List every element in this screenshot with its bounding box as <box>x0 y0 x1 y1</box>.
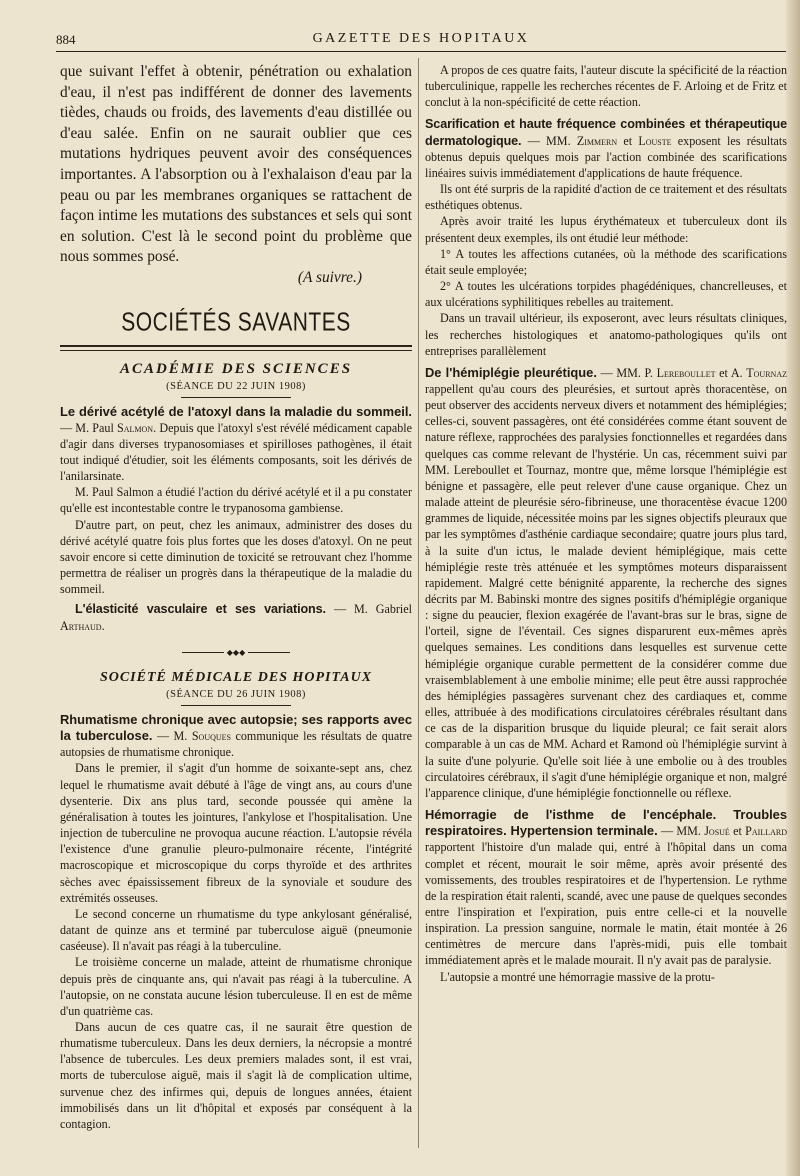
rhum-p4: Dans aucun de ces quatre cas, il ne saurait être question de rhumatisme tuberculeux. Dans les deux derniers, la nécropsie a montré l'absence de tubercules. Les deux premiers malades sont, il est vrai, morts de tuberculose aiguë, mais il s'agit là de complication ultime, survenue chez des infirmes qui, depuis de longues années, étaient immobilisés dans un lit d'hôpital et exposés par conséquent à la contagion. <box>60 1019 412 1131</box>
scar-author-prefix: — MM. <box>527 133 571 148</box>
hemo-p2: L'autopsie a montré une hémorragie massive de la protu- <box>440 969 715 984</box>
elasticite-author-prefix: — M. Gabriel <box>333 602 412 617</box>
scar-p6: Dans un travail ultérieur, ils exposeront, avec leurs résultats cliniques, les recherches histologiques et anatomo-pathologiques qu'ils ont entreprises parallèlement <box>425 311 787 358</box>
scar-author-join: et <box>617 133 639 148</box>
atoxyl-p2: M. Paul Salmon a étudié l'action du dérivé acétylé et il a pu constater qu'elle est incontestable contre le trypanosoma gambiense. <box>60 485 412 516</box>
atoxyl-author: Salmon <box>117 420 154 435</box>
header-rule <box>56 51 786 52</box>
atoxyl-title: Le dérivé acétylé de l'atoxyl dans la maladie du sommeil. <box>60 403 412 419</box>
continued-article-text: que suivant l'effet à obtenir, pénétration ou exhalation d'eau, il n'est pas indifférent de donner des lavements tièdes, chauds ou froids, des lavements d'eau distillée ou d'eau salée. Enfin on ne saurait oublier que ces mutations hydriques peuvent avoir des conséquences importantes. A l'absorption ou à l'exhalaison d'eau par la peau ou par les membranes organiques se rattachent de façon intime les mutations des substances et sels qui sont en solution. C'est là le second point du problème que nous sommes posé. <box>60 63 412 266</box>
rhum-conclusion: A propos de ces quatre faits, l'auteur discute la spécificité de la réaction tuberculinique, rappelle les recherches récentes de F. Arloing et de Fritz et conclut à la non-spécificité de cette réaction. <box>425 63 787 110</box>
academie-seance: (SÉANCE DU 22 JUIN 1908) <box>166 380 306 392</box>
scar-p5: 2° A toutes les ulcérations torpides phagédéniques, chancrelleuses, et aux ulcérations syphilitiques rebelles au traitement. <box>425 279 787 310</box>
section-ornament <box>60 648 412 658</box>
section-rule <box>60 345 412 351</box>
right-column <box>425 62 787 1142</box>
hemi-author-1: Lereboullet <box>656 365 716 380</box>
running-title: GAZETTE DES HOPITAUX <box>312 31 530 46</box>
hemo-author-1: Josué <box>704 824 730 839</box>
rhum-author-prefix: — M. <box>156 729 188 744</box>
rhum-author: Souques <box>191 729 231 744</box>
smh-seance: (SÉANCE DU 26 JUIN 1908) <box>166 689 306 701</box>
atoxyl-p3: D'autre part, on peut, chez les animaux, administrer des doses du dérivé acétylé quatre fois plus fortes que les doses d'atoxyl. On ne peut savoir encore si cette diminution de toxicité se retrouvant chez l'homme permettra de réaliser un progrès dans la thérapeutique de la maladie du sommeil. <box>60 517 412 597</box>
page-number: 884 <box>56 32 76 47</box>
rhum-title: Rhumatisme chronique avec autopsie; ses rapports avec la tuberculose. <box>60 712 412 744</box>
hemi-article-lead <box>425 365 787 801</box>
rhum-article-lead <box>60 712 412 760</box>
seance-rule <box>181 397 291 398</box>
left-column <box>60 62 412 1142</box>
hemi-author-2: Tournaz <box>746 365 787 380</box>
rhum-p2: Le second concerne un rhumatisme du type ankylosant généralisé, datant de quinze ans et terminé par tuberculose aiguë (pneumonie caséeuse). Il n'avait pas réagi à la tuberculine. <box>60 906 412 954</box>
column-divider <box>418 58 419 1148</box>
scar-author-2: Louste <box>638 133 672 148</box>
hemi-author-join: et A. <box>715 365 743 380</box>
section-title: SOCIÉTÉS SAVANTES <box>121 307 351 337</box>
smh-seance-rule <box>181 705 291 706</box>
academie-title: ACADÉMIE DES SCIENCES <box>119 360 353 377</box>
scar-title: Scarification et haute fréquence combinées et thérapeutique dermatologique. <box>425 117 787 148</box>
hemo-p1: rapportent l'histoire d'un malade qui, entré à l'hôpital dans un coma complet et récent, mourait le soir même, après avoir présenté des vomissements, des troubles respiratoires et de l'hypertension. Le rythme de la respiration était ralenti, scandé, avec une pause de quelques secondes entre l'inspiration et l'expiration, puis entre celle-ci et la nouvelle inspiration. La pression sanguine, normale le matin, était montée à 26 centimètres de mercure dans l'après-midi, puis elle tombait immédiatement après et le malade mourait. Il n'y avait pas de paralysie. <box>425 840 787 968</box>
ornament-line-left <box>182 652 224 653</box>
hemo-author-2: Paillard <box>745 824 787 839</box>
scar-intro: exposent les résultats obtenus depuis quelques mois par l'action combinée des scarifications linéaires suivis immédiatement d'applications de haute fréquence. <box>425 133 787 180</box>
scar-article-lead <box>425 116 787 181</box>
page-header <box>56 30 786 50</box>
elasticite-author: Arthaud. <box>60 618 105 633</box>
hemi-title: De l'hémiplégie pleurétique. <box>425 364 597 380</box>
hemo-title: Hémorragie de l'isthme de l'encéphale. Troubles respiratoires. Hypertension terminale. <box>425 807 787 839</box>
rhum-intro: communique les résultats de quatre autopsies de rhumatisme chronique. <box>60 729 412 760</box>
scar-p3: Après avoir traité les lupus érythémateux et tuberculeux dont ils présentent deux exemples, ils ont étudié leur méthode: <box>425 214 787 245</box>
elasticite-article <box>60 601 412 633</box>
scar-author-1: Zimmern <box>576 133 618 148</box>
atoxyl-article-lead <box>60 404 412 485</box>
hemo-article-lead <box>425 807 787 969</box>
hemo-author-join: et <box>729 824 746 839</box>
hemi-p1: rappellent qu'au cours des pleurésies, et surtout après thoracentèse, on peut observer des accidents nerveux divers et notamment des hémiplégies; celles-ci, souvent passagères, ont été considérées comme étant souvent de nature réflexe, rapprochées des paralysies fonctionnelles et regardées dans quelques cas comme relevant de l'hystérie. Un cas, récemment suivi par MM. Lereboullet et Tournaz, montre que, même lorsque l'hémiplégie est bénigne et passagère, elle peut relever d'une cause organique. Chez un malade atteint de pleurésie séro-fibrineuse, une thoracentèse évacue 1200 grammes de liquide, nécessitée moins par les signes objectifs pleuraux que par les symptômes d'asthénie cardiaque secondaire; quatre jours plus tard, à la suite d'un ictus, le malade devient hémiplégique, mais cette hémiplégie reste très atténuée et les symptômes moteurs disparaissent rapidement. Malgré cette bénignité apparente, la recherche des signes décrits par M. Babinski montre des signes positifs d'hémiplégie organique : signe du peaucier, flexion exagérée de l'avant-bras sur le bras, signe de l'orteil, signe de l'éventail. Ces signes disparurent eux-mêmes après quelques semaines. Les conditions dans lesquelles est survenue cette hémiplégie organique curable permettent de la considérer comme due vraisemblablement à une embolie minime; elle peut être aussi rapprochée des hémiplégies passagères survenant chez des cardiaques et, comme elles, attribuée à des modifications circulatoires cérébrales résultant dans ce cas de la disparition brusque du liquide pleural; ce fait serait alors comparable à un cas de MM. Achard et Ramond où l'hémiplégie survint à la suite d'une polyurie. Qu'elle soit liée à une embolie ou à des troubles circulatoires cérébraux, il s'agit d'une hémiplégie organique et non, malgré l'apparence clinique, d'une hémiplégie fonctionnelle ou réflexe. <box>425 381 787 800</box>
hemi-author-prefix: — MM. P. <box>600 365 653 380</box>
a-suivre: (A suivre.) <box>297 268 362 286</box>
hemo-author-prefix: — MM. <box>660 824 701 839</box>
atoxyl-author-prefix: — M. Paul <box>60 420 114 435</box>
ornament-diamond-icon: ◆◆◆ <box>226 647 246 657</box>
rhum-p3: Le troisième concerne un malade, atteint de rhumatisme chronique depuis près de cinquante ans, qui n'avait pas réagi à la tuberculine. A l'autopsie, on ne constata aucune lésion tuberculeuse. Il en est de même d'un quatrième cas. <box>60 955 412 1018</box>
rhum-p1: Dans le premier, il s'agit d'un homme de soixante-sept ans, chez lequel le rhumatisme avait débuté à l'âge de vingt ans, au cours d'une dysenterie. Dix ans plus tard, seconde poussée qui amène la généralisation à toutes les jointures, l'ankylose et l'hospitalisation. Une injection de tuberculine ne provoqua aucune réaction. L'autopsie révéla l'existence d'une granulie pleuro-pulmonaire récente, l'intégrité macroscopique et microscopique du corps thyroïde et des arthrites sèches avec épaississement fibreux de la synoviale et soudure des extrémités osseuses. <box>60 761 412 905</box>
smh-title: SOCIÉTÉ MÉDICALE DES HOPITAUX <box>99 670 373 686</box>
scar-p2: Ils ont été surpris de la rapidité d'action de ce traitement et des résultats esthétiques obtenus. <box>425 182 787 213</box>
scar-p4: 1° A toutes les affections cutanées, où la méthode des scarifications était seule employée; <box>425 246 787 277</box>
binding-edge <box>786 0 800 1176</box>
atoxyl-p1: . Depuis que l'atoxyl s'est révélé médicament capable d'agir dans diverses trypanosomiases et spirilloses pathogènes, il était tout indiqué d'étudier, soit les éléments composants, soit les dérivés de l'anilarsinate. <box>60 420 412 484</box>
elasticite-title: L'élasticité vasculaire et ses variations. <box>75 602 326 617</box>
ornament-line-right <box>248 652 290 653</box>
